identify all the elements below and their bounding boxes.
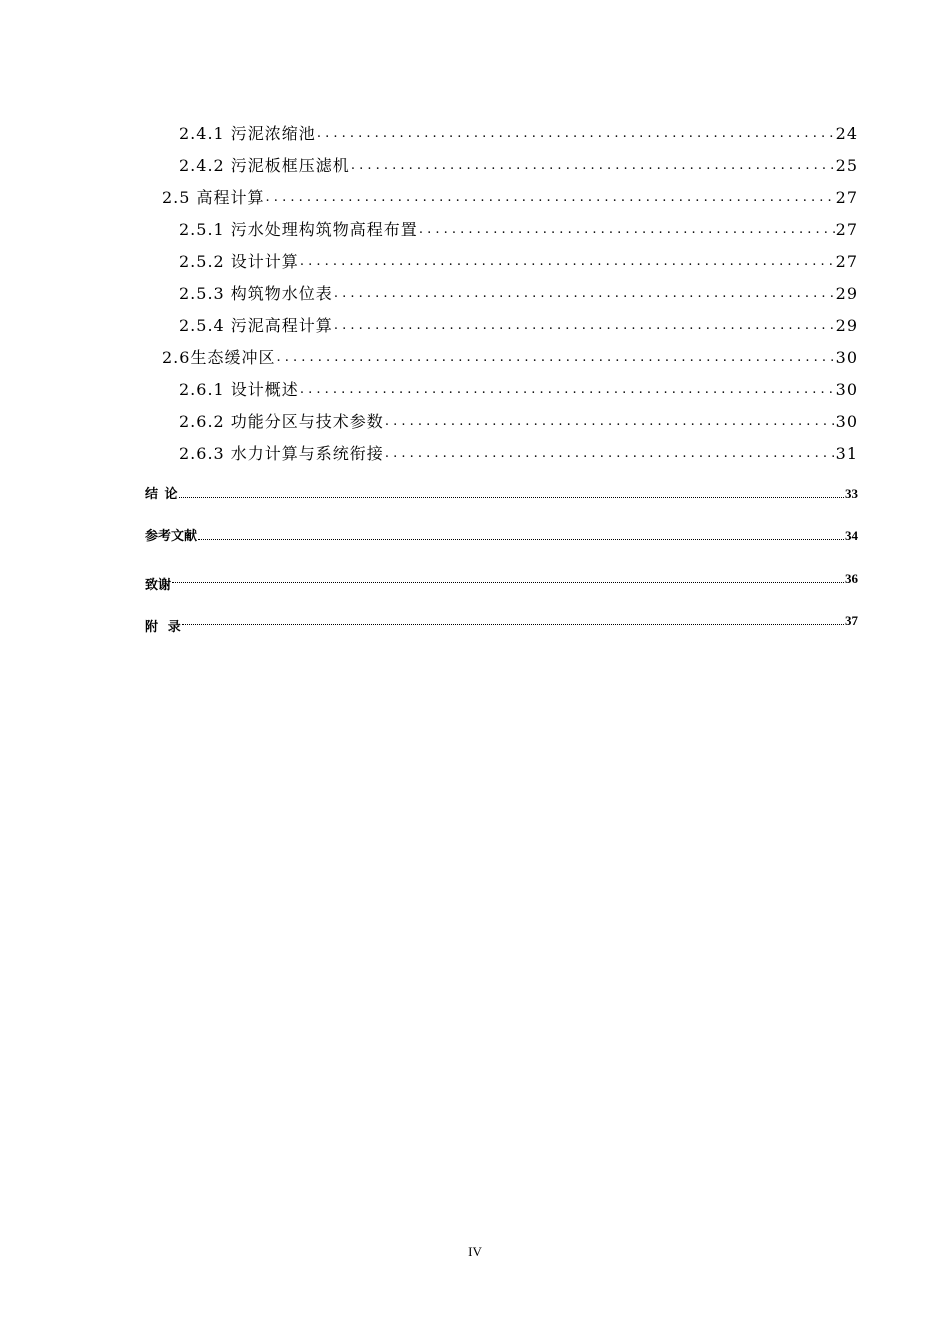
- toc-entry[interactable]: [179, 378, 858, 400]
- toc-entry-chapter[interactable]: [145, 485, 858, 503]
- toc-entry-page: 29: [835, 316, 858, 335]
- toc-entry-title: 2.4.1 污泥浓缩池: [179, 124, 316, 143]
- toc-entry-title: 2.6生态缓冲区: [162, 348, 276, 367]
- toc-entry-title: 致谢: [145, 577, 172, 592]
- toc-entry[interactable]: [179, 218, 858, 240]
- toc-leader-dots: [385, 410, 835, 432]
- toc-entry-page: 33: [845, 486, 858, 501]
- toc-entry[interactable]: [162, 346, 858, 368]
- toc-entry[interactable]: [162, 186, 858, 208]
- toc-entry-page: 24: [835, 124, 858, 143]
- toc-leader-dots: [419, 218, 835, 240]
- toc-entry-chapter[interactable]: [145, 570, 858, 592]
- toc-leader-dots: [334, 282, 835, 304]
- toc-entry-page: 30: [835, 348, 858, 367]
- toc-entry[interactable]: [179, 442, 858, 464]
- toc-leader-dots: [182, 623, 844, 625]
- toc-leader-dots: [172, 581, 844, 583]
- toc-entry-title: 2.6.1 设计概述: [179, 380, 299, 399]
- toc-entry[interactable]: [179, 282, 858, 304]
- toc-entry-title: 参考文献: [145, 528, 198, 543]
- toc-entry-page: 31: [835, 444, 858, 463]
- toc-leader-dots: [198, 538, 844, 540]
- toc-entry-page: 30: [835, 412, 858, 431]
- toc-entry-title: 结 论: [145, 486, 178, 501]
- toc-entry[interactable]: [179, 122, 858, 144]
- toc-entry-page: 27: [835, 220, 858, 239]
- toc-entry-title: 2.5.2 设计计算: [179, 252, 299, 271]
- toc-leader-dots: [385, 442, 835, 464]
- toc-leader-dots: [300, 378, 835, 400]
- toc-entry-title: 附 录: [145, 619, 181, 634]
- toc-entry-title: 2.6.2 功能分区与技术参数: [179, 412, 384, 431]
- toc-entry-page: 27: [835, 252, 858, 271]
- page-number-footer: IV: [468, 1244, 482, 1259]
- toc-entry-title: 2.5.3 构筑物水位表: [179, 284, 333, 303]
- toc-entry-chapter[interactable]: [145, 612, 858, 634]
- toc-leader-dots: [300, 250, 835, 272]
- toc-entry-title: 2.5.1 污水处理构筑物高程布置: [179, 220, 418, 239]
- toc-entry[interactable]: [179, 250, 858, 272]
- toc-entry-page: 34: [845, 528, 858, 543]
- toc-entry[interactable]: [179, 154, 858, 176]
- toc-leader-dots: [317, 122, 835, 144]
- toc-entry-title: 2.4.2 污泥板框压滤机: [179, 156, 350, 175]
- toc-entry-page: 36: [845, 571, 858, 586]
- toc-entry-chapter[interactable]: [145, 527, 858, 545]
- toc-entry-page: 37: [845, 613, 858, 628]
- toc-entry-title: 2.6.3 水力计算与系统衔接: [179, 444, 384, 463]
- toc-entry-page: 27: [835, 188, 858, 207]
- toc-leader-dots: [334, 314, 835, 336]
- toc-entry-page: 30: [835, 380, 858, 399]
- toc-leader-dots: [351, 154, 835, 176]
- toc-entry[interactable]: [179, 314, 858, 336]
- toc-entry-page: 29: [835, 284, 858, 303]
- toc-leader-dots: [276, 346, 834, 368]
- toc-entry-title: 2.5 高程计算: [162, 188, 265, 207]
- toc-entry[interactable]: [179, 410, 858, 432]
- toc-leader-dots: [179, 496, 844, 498]
- toc-leader-dots: [266, 186, 835, 208]
- toc-entry-page: 25: [835, 156, 858, 175]
- toc-entry-title: 2.5.4 污泥高程计算: [179, 316, 333, 335]
